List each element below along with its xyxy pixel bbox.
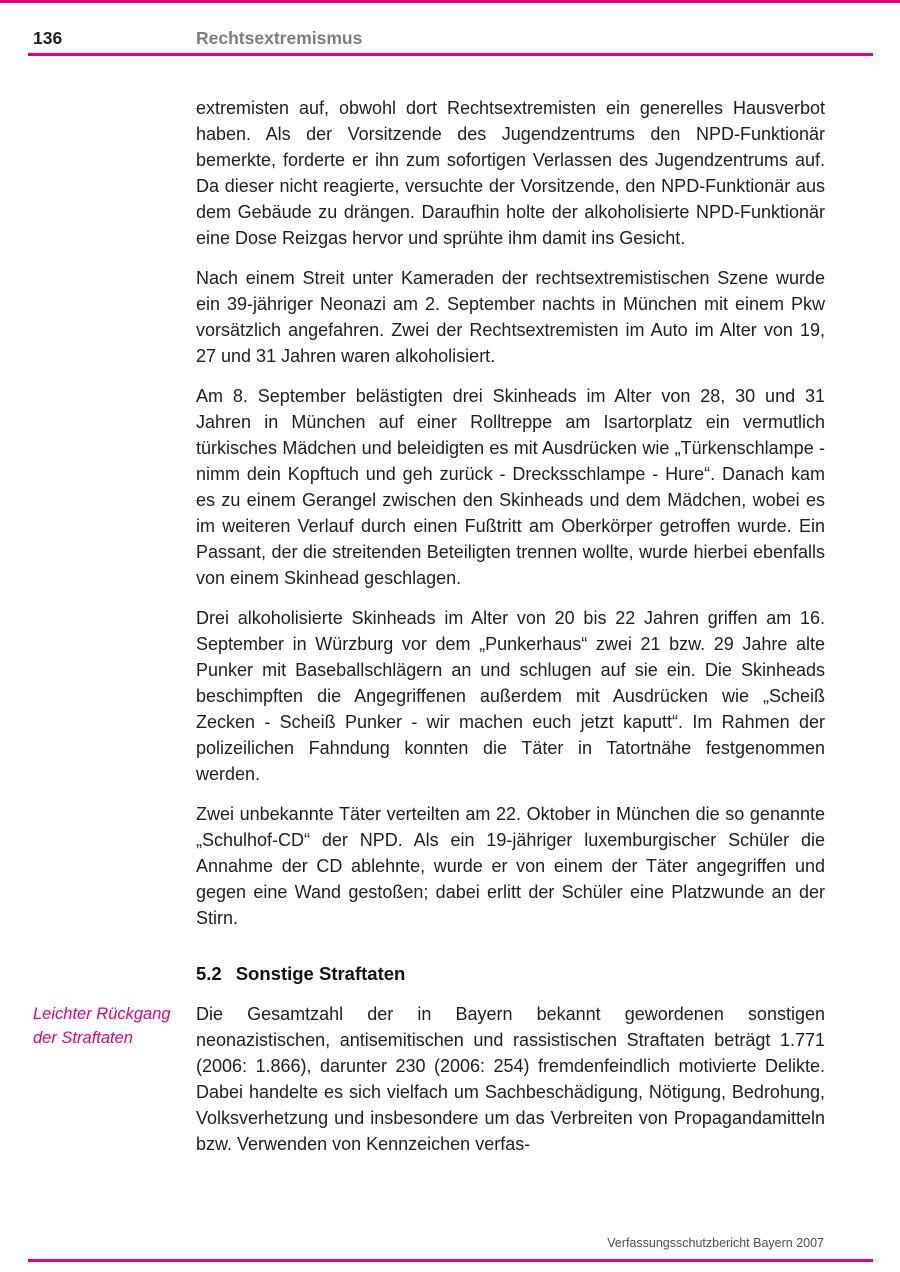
header-rule <box>28 53 873 56</box>
body-paragraph: Nach einem Streit unter Kameraden der rechtsextremistischen Szene wurde ein 39-jähriger Neonazi am 2. September nachts in München mit einem Pkw vorsätzlich angefahren. Zwei der Rechtsextremisten im Auto im Alter von 19, 27 und 31 Jahren waren alkoholisiert. <box>196 268 825 366</box>
margin-note: Leichter Rückgang der Straftaten <box>33 1005 171 1047</box>
body-text-column <box>33 95 825 1171</box>
section-heading <box>196 963 825 985</box>
body-paragraph: extremisten auf, obwohl dort Rechtsextremisten ein generelles Hausverbot haben. Als der Vorsitzende des Jugendzentrums den NPD-Funktionär bemerkte, forderte er ihn zum sofortigen Verlassen des Jugendzentrums auf. Da dieser nicht reagierte, versuchte der Vorsitzende, den NPD-Funktionär aus dem Gebäude zu drängen. Daraufhin holte der alkoholisierte NPD-Funktionär eine Dose Reizgas hervor und sprühte ihm damit ins Gesicht. <box>196 98 825 248</box>
page-header <box>33 28 824 49</box>
body-paragraph: Die Gesamtzahl der in Bayern bekannt gewordenen sonstigen neonazistischen, antisemitischen und rassistischen Straftaten beträgt 1.771 (2006: 1.866), darunter 230 (2006: 254) fremdenfeindlich motivierte Delikte. Dabei handelte es sich vielfach um Sachbeschädigung, Nötigung, Bedrohung, Volksverhetzung und insbesondere um das Verbreiten von Propagandamitteln bzw. Verwenden von Kennzeichen verfas- <box>196 1004 825 1154</box>
section-number: 5.2 <box>196 963 222 984</box>
page-number: 136 <box>33 28 63 48</box>
footer-rule <box>28 1259 873 1262</box>
body-paragraph: Am 8. September belästigten drei Skinheads im Alter von 28, 30 und 31 Jahren in München auf einer Rolltreppe am Isartorplatz ein vermutlich türkisches Mädchen und beleidigten es mit Ausdrücken wie „Türkenschlampe - nimm dein Kopftuch und geh zurück - Drecksschlampe - Hure“. Danach kam es zu einem Gerangel zwischen den Skinheads und dem Mädchen, wobei es im weiteren Verlauf durch einen Fußtritt am Oberkörper getroffen wurde. Ein Passant, der die streitenden Beteiligten trennen wollte, wurde hierbei ebenfalls von einem Skinhead geschlagen. <box>196 386 825 588</box>
body-paragraph: Zwei unbekannte Täter verteilten am 22. Oktober in München die so genannte „Schulhof-CD“ der NPD. Als ein 19-jähriger luxemburgischer Schüler die Annahme der CD ablehnte, wurde er von einem der Täter angegriffen und gegen eine Wand gestoßen; dabei erlitt der Schüler eine Platzwunde an der Stirn. <box>196 804 825 928</box>
body-paragraph: Drei alkoholisierte Skinheads im Alter von 20 bis 22 Jahren griffen am 16. September in Würzburg vor dem „Punkerhaus“ zwei 21 bzw. 29 Jahre alte Punker mit Baseballschlägern an und schlugen auf sie ein. Die Skinheads beschimpften die Angegriffenen außerdem mit Ausdrücken wie „Scheiß Zecken - Scheiß Punker - wir machen euch jetzt kaputt“. Im Rahmen der polizeilichen Fahndung konnten die Täter in Tatortnähe festgenommen werden. <box>196 608 825 784</box>
top-rule <box>0 0 900 3</box>
section-title: Sonstige Straftaten <box>235 963 406 984</box>
paragraph-with-margin-note <box>33 1001 825 1157</box>
footer-text: Verfassungsschutzbericht Bayern 2007 <box>607 1236 824 1250</box>
chapter-title: Rechtsextremismus <box>196 28 363 48</box>
